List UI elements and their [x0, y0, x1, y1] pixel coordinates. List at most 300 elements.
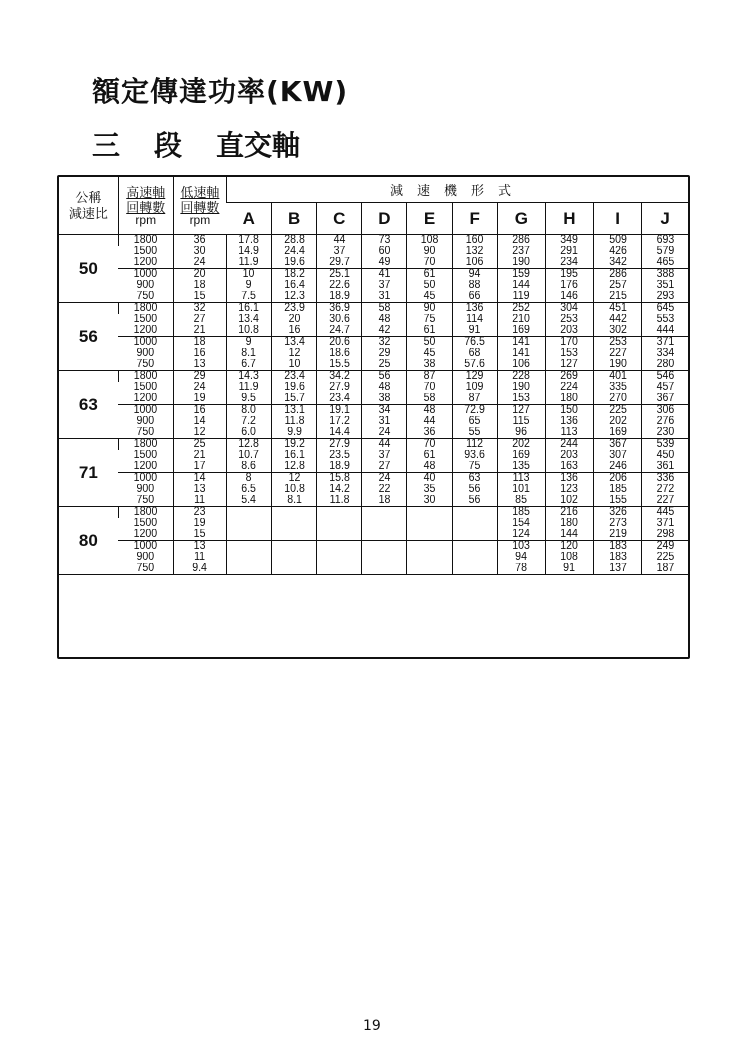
power-cell: 114	[454, 314, 496, 325]
power-cell: 6.7	[228, 359, 270, 371]
power-cell: 185	[595, 484, 639, 495]
power-cell: 103	[499, 541, 543, 553]
power-cell: 127	[547, 359, 591, 371]
power-cell: 23.5	[319, 450, 361, 461]
power-cell: 40	[409, 473, 451, 485]
power-cell: 38	[364, 393, 406, 405]
power-cell	[228, 552, 270, 563]
power-cell: 44	[319, 235, 361, 247]
low-speed-header	[173, 177, 226, 235]
power-cell: 25.1	[319, 269, 361, 281]
power-cell: 195	[547, 269, 591, 281]
power-cell	[454, 563, 496, 575]
power-cell: 10.8	[228, 325, 270, 337]
power-rating-table	[57, 175, 690, 659]
power-cell: 25	[364, 359, 406, 371]
high-speed-cell: 1200	[120, 257, 171, 269]
table-row	[59, 484, 688, 495]
power-cell: 32	[364, 337, 406, 349]
table-row	[59, 371, 688, 383]
model-C-header: C	[317, 203, 362, 235]
power-cell	[409, 529, 451, 541]
power-cell: 27.9	[319, 439, 361, 451]
power-cell: 37	[364, 450, 406, 461]
power-cell: 11.8	[319, 495, 361, 507]
high-speed-cell: 1800	[120, 507, 171, 519]
high-speed-cell: 1000	[133, 540, 158, 552]
power-cell	[364, 552, 406, 563]
low-speed-cell: 21	[175, 325, 224, 337]
power-cell: 270	[595, 393, 639, 405]
power-cell	[364, 507, 406, 519]
power-cell: 169	[499, 325, 543, 337]
power-cell: 553	[644, 314, 687, 325]
low-speed-cell: 24	[175, 382, 224, 393]
power-cell: 249	[644, 541, 687, 553]
power-cell: 276	[644, 416, 687, 427]
power-cell: 163	[547, 461, 591, 473]
power-cell: 185	[499, 507, 543, 519]
model-F-header: F	[452, 203, 497, 235]
power-cell	[454, 507, 496, 519]
power-cell: 136	[547, 416, 591, 427]
power-cell: 371	[644, 518, 687, 529]
power-cell: 150	[547, 405, 591, 417]
power-cell: 8.1	[228, 348, 270, 359]
low-speed-header-line2: 回轉數	[180, 200, 220, 215]
power-cell: 307	[595, 450, 639, 461]
power-cell: 56	[454, 484, 496, 495]
low-speed-cell: 14	[175, 416, 224, 427]
power-cell: 298	[644, 529, 687, 541]
table-row	[59, 427, 688, 439]
power-cell: 227	[644, 495, 687, 507]
table-row	[59, 280, 688, 291]
power-cell: 246	[595, 461, 639, 473]
power-cell: 304	[547, 303, 591, 315]
power-cell	[454, 541, 496, 553]
power-cell	[364, 518, 406, 529]
power-cell: 30	[409, 495, 451, 507]
low-speed-header-line1: 低速軸	[180, 185, 220, 200]
power-cell: 50	[409, 280, 451, 291]
power-cell	[364, 563, 406, 575]
power-cell: 19.2	[273, 439, 315, 451]
power-cell: 16	[273, 325, 315, 337]
power-cell: 219	[595, 529, 639, 541]
table-row	[59, 303, 688, 315]
power-cell	[319, 518, 361, 529]
power-cell: 24.7	[319, 325, 361, 337]
power-cell: 388	[644, 269, 687, 281]
table-row	[59, 314, 688, 325]
power-cell: 11.9	[228, 257, 270, 269]
low-speed-cell: 18	[175, 337, 224, 349]
power-cell: 28.8	[273, 235, 315, 247]
power-cell: 115	[499, 416, 543, 427]
power-cell: 29	[364, 348, 406, 359]
model-I-header: I	[594, 203, 642, 235]
power-cell: 252	[499, 303, 543, 315]
power-cell: 34.2	[319, 371, 361, 383]
power-cell: 45	[409, 348, 451, 359]
power-cell: 137	[595, 563, 639, 575]
table-row	[59, 325, 688, 337]
high-speed-cell: 1200	[120, 325, 171, 337]
power-cell: 426	[595, 246, 639, 257]
power-cell: 136	[547, 473, 591, 485]
power-cell: 273	[595, 518, 639, 529]
power-cell: 91	[454, 325, 496, 337]
power-cell: 14.2	[319, 484, 361, 495]
power-cell: 106	[499, 359, 543, 371]
power-cell: 23.4	[273, 371, 315, 383]
high-speed-cell: 1000	[133, 472, 158, 484]
high-speed-cell: 1000	[133, 268, 158, 280]
power-cell: 61	[409, 325, 451, 337]
power-cell: 56	[454, 495, 496, 507]
power-cell: 153	[547, 348, 591, 359]
power-cell: 94	[454, 269, 496, 281]
power-cell: 228	[499, 371, 543, 383]
power-cell: 13.1	[273, 405, 315, 417]
low-speed-cell: 13	[175, 541, 224, 553]
power-cell: 224	[547, 382, 591, 393]
power-cell: 234	[547, 257, 591, 269]
power-cell: 119	[499, 291, 543, 303]
power-cell: 129	[454, 371, 496, 383]
power-cell: 349	[547, 235, 591, 247]
power-cell: 48	[409, 405, 451, 417]
table-row	[59, 473, 688, 485]
power-cell: 38	[409, 359, 451, 371]
power-cell: 68	[454, 348, 496, 359]
power-cell	[454, 552, 496, 563]
high-speed-cell: 900	[136, 484, 155, 495]
power-cell	[319, 529, 361, 541]
power-cell: 58	[364, 303, 406, 315]
model-G-header: G	[497, 203, 545, 235]
table-body	[59, 235, 688, 575]
low-speed-cell: 21	[175, 450, 224, 461]
low-speed-cell: 13	[175, 359, 224, 371]
power-cell: 159	[499, 269, 543, 281]
low-speed-cell: 24	[175, 257, 224, 269]
power-cell: 7.5	[228, 291, 270, 303]
power-cell: 90	[409, 303, 451, 315]
power-cell: 78	[499, 563, 543, 575]
low-speed-cell: 36	[175, 235, 224, 247]
power-cell: 34	[364, 405, 406, 417]
high-speed-cell: 1000	[133, 336, 158, 348]
power-cell: 127	[499, 405, 543, 417]
high-speed-cell: 1200	[120, 461, 171, 473]
low-speed-cell: 14	[175, 473, 224, 485]
power-cell: 141	[499, 348, 543, 359]
power-cell: 257	[595, 280, 639, 291]
power-cell: 202	[595, 416, 639, 427]
power-cell: 203	[547, 325, 591, 337]
model-D-header: D	[362, 203, 407, 235]
power-cell: 15.7	[273, 393, 315, 405]
power-cell	[273, 563, 315, 575]
power-cell: 31	[364, 416, 406, 427]
power-cell: 19.6	[273, 257, 315, 269]
page-number: 19	[363, 1018, 381, 1034]
power-cell: 42	[364, 325, 406, 337]
model-E-header: E	[407, 203, 452, 235]
high-speed-cell: 750	[120, 359, 171, 371]
power-cell: 44	[409, 416, 451, 427]
power-cell: 11.9	[228, 382, 270, 393]
power-cell: 15.8	[319, 473, 361, 485]
power-cell	[228, 541, 270, 553]
power-cell: 203	[547, 450, 591, 461]
model-H-header: H	[545, 203, 593, 235]
power-cell: 10	[228, 269, 270, 281]
high-speed-header-line2: 回轉數	[126, 200, 166, 215]
power-cell	[319, 507, 361, 519]
power-cell: 215	[595, 291, 639, 303]
power-cell: 12	[273, 348, 315, 359]
power-cell: 371	[644, 337, 687, 349]
power-cell: 94	[499, 552, 543, 563]
power-cell: 225	[595, 405, 639, 417]
power-cell: 450	[644, 450, 687, 461]
power-cell	[228, 507, 270, 519]
power-cell: 29.7	[319, 257, 361, 269]
power-cell: 10.8	[273, 484, 315, 495]
power-cell: 56	[364, 371, 406, 383]
power-cell: 12.8	[228, 439, 270, 451]
table-row	[59, 269, 688, 281]
power-cell: 155	[595, 495, 639, 507]
power-cell: 12.3	[273, 291, 315, 303]
power-cell: 37	[364, 280, 406, 291]
low-speed-cell: 16	[175, 348, 224, 359]
high-speed-cell: 1200	[120, 529, 171, 541]
power-cell: 75	[454, 461, 496, 473]
power-cell: 106	[454, 257, 496, 269]
low-speed-cell: 20	[175, 269, 224, 281]
power-cell: 16.4	[273, 280, 315, 291]
power-cell	[409, 563, 451, 575]
table-row	[59, 461, 688, 473]
power-cell: 20.6	[319, 337, 361, 349]
power-cell: 24	[364, 473, 406, 485]
power-cell: 18.9	[319, 291, 361, 303]
power-cell: 253	[547, 314, 591, 325]
power-cell: 6.0	[228, 427, 270, 439]
power-cell: 35	[409, 484, 451, 495]
power-cell	[409, 507, 451, 519]
power-cell: 9.5	[228, 393, 270, 405]
power-cell: 18	[364, 495, 406, 507]
table-row	[59, 552, 688, 563]
power-cell: 75	[409, 314, 451, 325]
table-row	[59, 257, 688, 269]
power-cell: 22.6	[319, 280, 361, 291]
power-cell: 509	[595, 235, 639, 247]
power-cell: 144	[499, 280, 543, 291]
table-row	[59, 359, 688, 371]
power-cell: 253	[595, 337, 639, 349]
low-speed-cell: 15	[175, 291, 224, 303]
high-speed-cell: 1500	[133, 450, 158, 461]
power-cell: 227	[595, 348, 639, 359]
power-cell: 645	[644, 303, 687, 315]
power-cell: 109	[454, 382, 496, 393]
power-cell: 306	[644, 405, 687, 417]
high-speed-cell: 1200	[120, 393, 171, 405]
power-cell: 27	[364, 461, 406, 473]
high-speed-cell: 1500	[133, 314, 158, 325]
power-cell	[454, 518, 496, 529]
power-cell: 132	[454, 246, 496, 257]
power-cell: 293	[644, 291, 687, 303]
power-cell: 45	[409, 291, 451, 303]
high-speed-header-unit: rpm	[135, 213, 157, 227]
power-cell	[454, 529, 496, 541]
model-B-header: B	[272, 203, 317, 235]
power-cell	[319, 541, 361, 553]
power-cell: 210	[499, 314, 543, 325]
power-cell: 37	[319, 246, 361, 257]
power-cell: 180	[547, 393, 591, 405]
high-speed-cell: 750	[120, 291, 171, 303]
low-speed-cell: 17	[175, 461, 224, 473]
low-speed-cell: 19	[175, 518, 224, 529]
high-speed-cell: 1500	[133, 518, 158, 529]
power-cell: 30.6	[319, 314, 361, 325]
low-speed-cell: 29	[175, 371, 224, 383]
high-speed-cell: 900	[136, 280, 155, 291]
power-cell: 108	[547, 552, 591, 563]
high-speed-header	[118, 177, 173, 235]
power-cell: 66	[454, 291, 496, 303]
power-cell: 8.0	[228, 405, 270, 417]
low-speed-cell: 30	[175, 246, 224, 257]
power-cell: 76.5	[454, 337, 496, 349]
power-cell: 237	[499, 246, 543, 257]
power-cell	[409, 518, 451, 529]
power-cell: 14.9	[228, 246, 270, 257]
power-cell: 44	[364, 439, 406, 451]
power-cell	[273, 507, 315, 519]
power-cell: 19.1	[319, 405, 361, 417]
low-speed-cell: 13	[175, 484, 224, 495]
power-cell	[364, 529, 406, 541]
table-row	[59, 507, 688, 519]
power-cell: 24.4	[273, 246, 315, 257]
power-cell: 87	[454, 393, 496, 405]
low-speed-cell: 16	[175, 405, 224, 417]
subtitle-part: 段	[154, 129, 183, 162]
power-cell: 272	[644, 484, 687, 495]
power-cell: 36.9	[319, 303, 361, 315]
power-cell: 112	[454, 439, 496, 451]
high-speed-cell: 750	[120, 495, 171, 507]
power-cell: 169	[499, 450, 543, 461]
power-cell: 342	[595, 257, 639, 269]
power-cell: 16.1	[228, 303, 270, 315]
power-cell: 61	[409, 450, 451, 461]
power-cell: 457	[644, 382, 687, 393]
power-cell: 444	[644, 325, 687, 337]
power-cell: 7.2	[228, 416, 270, 427]
power-cell: 445	[644, 507, 687, 519]
power-cell: 55	[454, 427, 496, 439]
power-cell: 18.6	[319, 348, 361, 359]
power-cell: 90	[409, 246, 451, 257]
power-cell: 72.9	[454, 405, 496, 417]
low-speed-cell: 11	[175, 552, 224, 563]
power-cell: 36	[409, 427, 451, 439]
table-row	[59, 235, 688, 247]
power-cell: 334	[644, 348, 687, 359]
table-row	[59, 337, 688, 349]
power-cell: 70	[409, 439, 451, 451]
ratio-header-line1: 公稱	[75, 189, 102, 205]
ratio-header	[59, 177, 118, 235]
power-cell: 187	[644, 563, 687, 575]
power-cell: 9	[228, 280, 270, 291]
power-cell: 206	[595, 473, 639, 485]
ratio-cell: 71	[59, 439, 118, 507]
low-speed-cell: 19	[175, 393, 224, 405]
low-speed-cell: 9.4	[175, 563, 224, 575]
power-cell	[228, 529, 270, 541]
ratio-cell: 56	[59, 303, 118, 371]
table-row	[59, 563, 688, 575]
power-cell: 15.5	[319, 359, 361, 371]
table-row	[59, 439, 688, 451]
power-cell: 190	[595, 359, 639, 371]
power-cell: 546	[644, 371, 687, 383]
model-J-header: J	[642, 203, 688, 235]
power-cell: 176	[547, 280, 591, 291]
power-cell: 57.6	[454, 359, 496, 371]
model-header: 減速機形式	[226, 177, 688, 203]
power-cell	[319, 563, 361, 575]
power-cell: 153	[499, 393, 543, 405]
power-cell	[409, 552, 451, 563]
power-cell: 12.8	[273, 461, 315, 473]
power-cell: 13.4	[228, 314, 270, 325]
power-cell: 336	[644, 473, 687, 485]
power-cell	[319, 552, 361, 563]
subtitle-part: 三	[92, 129, 121, 162]
power-cell: 302	[595, 325, 639, 337]
table-row	[59, 495, 688, 507]
ratio-cell: 80	[59, 507, 118, 575]
power-cell: 14.3	[228, 371, 270, 383]
power-cell: 48	[364, 382, 406, 393]
table-row	[59, 393, 688, 405]
power-cell: 326	[595, 507, 639, 519]
power-cell: 24	[364, 427, 406, 439]
low-speed-cell: 32	[175, 303, 224, 315]
power-cell: 291	[547, 246, 591, 257]
high-speed-cell: 750	[120, 427, 171, 439]
power-cell: 17.8	[228, 235, 270, 247]
power-cell: 23.4	[319, 393, 361, 405]
power-cell: 280	[644, 359, 687, 371]
low-speed-cell: 23	[175, 507, 224, 519]
power-cell: 286	[499, 235, 543, 247]
power-cell: 225	[644, 552, 687, 563]
power-cell	[273, 552, 315, 563]
